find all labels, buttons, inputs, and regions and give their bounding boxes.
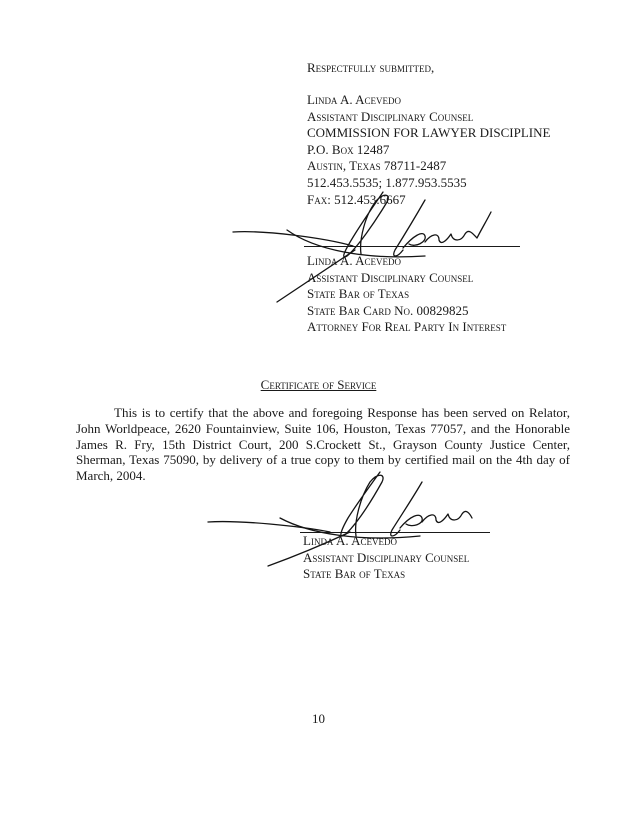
po-box: P.O. Box 12487 bbox=[307, 141, 390, 157]
signer-title: Assistant Disciplinary Counsel bbox=[307, 269, 474, 285]
page-number: 10 bbox=[312, 711, 325, 726]
certificate-heading: Certificate of Service bbox=[260, 377, 377, 392]
signature-block-1 bbox=[307, 253, 506, 336]
signature-block-2 bbox=[303, 533, 469, 583]
signer-name: Linda A. Acevedo bbox=[307, 253, 402, 268]
signer-organization: State Bar of Texas bbox=[307, 286, 410, 302]
fax-number: Fax: 512.453.6667 bbox=[307, 191, 406, 207]
city-state-zip: Austin, Texas 78711-2487 bbox=[307, 158, 447, 174]
respectfully-submitted: Respectfully submitted, bbox=[307, 60, 435, 75]
counsel-name: Linda A. Acevedo bbox=[307, 92, 402, 107]
phone-numbers: 512.453.5535; 1.877.953.5535 bbox=[307, 174, 467, 190]
attorney-role: Attorney For Real Party In Interest bbox=[307, 319, 507, 335]
signer-title: Assistant Disciplinary Counsel bbox=[303, 549, 470, 565]
commission-name: COMMISSION FOR LAWYER DISCIPLINE bbox=[307, 125, 551, 141]
submission-block bbox=[307, 60, 434, 77]
signer-organization: State Bar of Texas bbox=[303, 566, 406, 582]
signer-name: Linda A. Acevedo bbox=[303, 533, 398, 548]
certificate-body: This is to certify that the above and foregoing Response has been served on Relator, John Worldpeace, 2620 Fountainview, Suite 106, Houston, Texas 77057, and the Honorable James R. Fry, 15th District Court, 200 S.Crockett St., Grayson County Justice Center, Sherman, Texas 75090, by delivery of a true copy to them by certified mail on the 4th day of March, 2004. bbox=[76, 405, 570, 484]
bar-card-number: State Bar Card No. 00829825 bbox=[307, 302, 469, 318]
counsel-title: Assistant Disciplinary Counsel bbox=[307, 108, 474, 124]
